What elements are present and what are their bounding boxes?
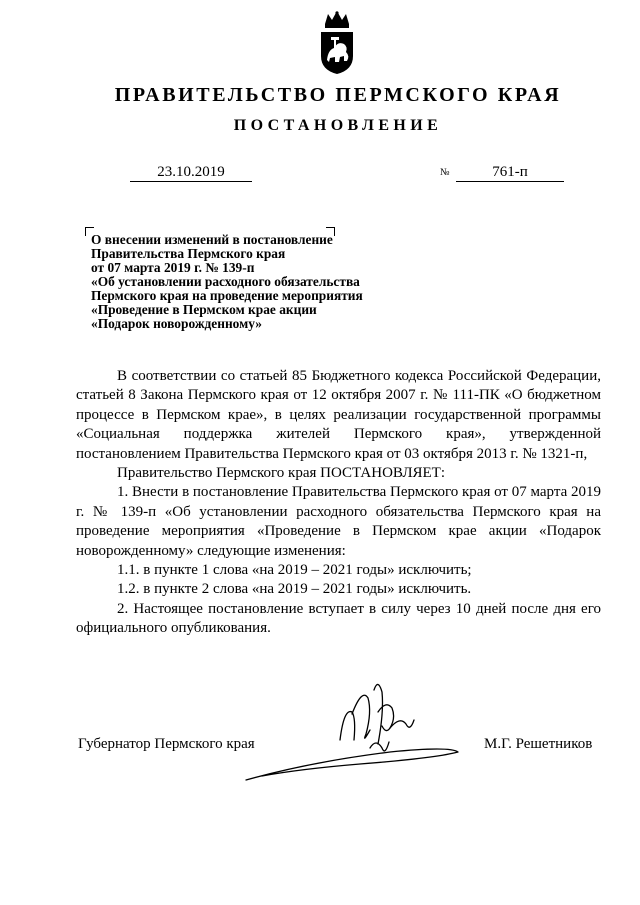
body-paragraph-item-2: 2. Настоящее постановление вступает в силу через 10 дней после дня его официального опубликования.: [76, 600, 601, 637]
subject-line: О внесении изменений в постановление: [91, 232, 333, 247]
government-title: ПРАВИТЕЛЬСТВО ПЕРМСКОГО КРАЯ: [114, 84, 562, 106]
decree-body: [76, 367, 601, 639]
subject-line: от 07 марта 2019 г. № 139-п: [91, 260, 255, 275]
decree-number: 761-п: [456, 163, 564, 182]
subject-line: Правительства Пермского края: [91, 246, 286, 261]
decree-date: 23.10.2019: [130, 163, 252, 182]
document-type-heading: ПОСТАНОВЛЕНИЕ: [233, 117, 443, 134]
signer-position: Губернатор Пермского края: [78, 736, 255, 752]
subject-line: «Об установлении расходного обязательства: [91, 274, 360, 289]
body-paragraph-item-1-1: 1.1. в пункте 1 слова «на 2019 – 2021 годы» исключить;: [117, 562, 472, 579]
signer-name: М.Г. Решетников: [484, 736, 593, 752]
subject-line: Пермского края на проведение мероприятия: [91, 288, 363, 303]
body-paragraph-resolves: Правительство Пермского края ПОСТАНОВЛЯЕТ:: [117, 465, 446, 482]
body-paragraph-item-1: 1. Внести в постановление Правительства Пермского края от 07 марта 2019 г. № 139-п «Об установлении расходного обязательства Пермского края на проведение мероприятия «Проведение в Пермском крае акции «Подарок новорожденному» следующие изменения:: [76, 484, 601, 559]
body-paragraph-preamble: В соответствии со статьей 85 Бюджетного кодекса Российской Федерации, статьей 8 Закона Пермского края от 12 октября 2007 г. № 111-ПК «О бюджетном процессе в Пермском крае», в целях реализации государственной программы «Социальная поддержка жителей Пермского края», утвержденной постановлением Правительства Пермского края от 03 октября 2013 г. № 1321-п,: [76, 368, 601, 462]
handwritten-signature-icon: [240, 668, 460, 788]
subject-line: «Подарок новорожденному»: [91, 316, 262, 331]
perm-krai-coat-of-arms-icon: [317, 8, 357, 76]
number-sign: №: [440, 167, 450, 178]
body-paragraph-item-1-2: 1.2. в пункте 2 слова «на 2019 – 2021 годы» исключить.: [117, 581, 472, 598]
subject-line: «Проведение в Пермском крае акции: [91, 302, 317, 317]
decree-subject: [91, 233, 431, 331]
